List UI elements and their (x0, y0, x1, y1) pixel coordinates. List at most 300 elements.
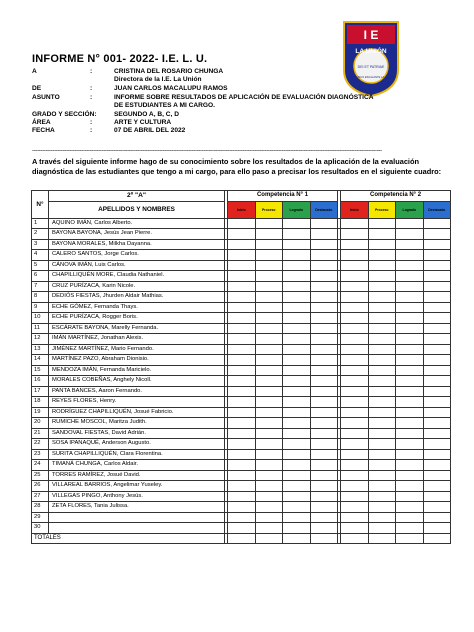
score-cell[interactable] (341, 323, 369, 334)
score-cell[interactable] (228, 439, 256, 450)
score-cell[interactable] (228, 260, 256, 271)
score-cell[interactable] (368, 292, 396, 303)
row-number: 17 (32, 386, 49, 397)
score-cell[interactable] (368, 229, 396, 240)
score-cell[interactable] (310, 491, 338, 502)
student-name: PANTA BANCES, Aaron Fernando. (49, 386, 225, 397)
score-cell[interactable] (396, 460, 424, 471)
score-cell[interactable] (368, 281, 396, 292)
score-cell[interactable] (228, 218, 256, 229)
score-cell[interactable] (368, 313, 396, 324)
score-cell[interactable] (228, 407, 256, 418)
score-cell[interactable] (368, 460, 396, 471)
score-cell[interactable] (341, 355, 369, 366)
header-key: DE (32, 85, 42, 92)
score-cell[interactable] (341, 292, 369, 303)
score-cell[interactable] (368, 397, 396, 408)
score-cell[interactable] (283, 239, 311, 250)
score-cell[interactable] (423, 523, 451, 534)
score-cell[interactable] (310, 502, 338, 513)
score-cell[interactable] (228, 271, 256, 282)
score-cell[interactable] (368, 502, 396, 513)
score-cell[interactable] (283, 260, 311, 271)
score-cell[interactable] (423, 439, 451, 450)
score-cell[interactable] (423, 229, 451, 240)
score-cell[interactable] (310, 449, 338, 460)
score-cell[interactable] (341, 281, 369, 292)
score-cell[interactable] (255, 313, 283, 324)
table-row (32, 271, 451, 282)
score-cell[interactable] (396, 418, 424, 429)
score-cell[interactable] (396, 407, 424, 418)
score-cell[interactable] (423, 376, 451, 387)
score-cell[interactable] (255, 428, 283, 439)
score-cell[interactable] (423, 407, 451, 418)
score-cell[interactable] (341, 428, 369, 439)
student-name: RODRÍGUEZ CHAPILLIQUÉN, Josué Fabricio. (49, 407, 225, 418)
score-cell[interactable] (423, 250, 451, 261)
score-cell[interactable] (368, 323, 396, 334)
score-cell[interactable] (341, 376, 369, 387)
score-cell[interactable] (283, 523, 311, 534)
score-cell[interactable] (283, 470, 311, 481)
score-cell[interactable] (368, 428, 396, 439)
score-cell[interactable] (396, 512, 424, 523)
score-cell[interactable] (423, 386, 451, 397)
score-cell[interactable] (283, 365, 311, 376)
score-cell[interactable] (255, 512, 283, 523)
score-cell[interactable] (396, 323, 424, 334)
score-cell[interactable] (228, 344, 256, 355)
student-name: TIMANÁ CHUNGA, Carlos Aldair. (49, 460, 225, 471)
score-cell[interactable] (423, 218, 451, 229)
score-cell[interactable] (255, 218, 283, 229)
score-cell[interactable] (283, 460, 311, 471)
score-cell[interactable] (255, 376, 283, 387)
score-cell[interactable] (341, 397, 369, 408)
score-cell[interactable] (255, 470, 283, 481)
table-row (32, 302, 451, 313)
score-cell[interactable] (255, 344, 283, 355)
score-cell[interactable] (283, 439, 311, 450)
score-cell[interactable] (228, 323, 256, 334)
score-cell[interactable] (396, 239, 424, 250)
score-cell[interactable] (423, 302, 451, 313)
score-cell[interactable] (310, 407, 338, 418)
row-number: 9 (32, 302, 49, 313)
score-cell[interactable] (255, 397, 283, 408)
table-row (32, 439, 451, 450)
score-cell[interactable] (283, 481, 311, 492)
score-cell[interactable] (255, 302, 283, 313)
score-cell[interactable] (341, 239, 369, 250)
table-row (32, 523, 451, 534)
competencia-1-header: Competencia N° 1 (228, 191, 338, 202)
score-cell[interactable] (255, 281, 283, 292)
score-cell[interactable] (310, 218, 338, 229)
score-cell[interactable] (283, 281, 311, 292)
row-number: 6 (32, 271, 49, 282)
score-cell[interactable] (368, 386, 396, 397)
score-cell[interactable] (310, 376, 338, 387)
score-cell[interactable] (423, 449, 451, 460)
totals-label: TOTALES (32, 533, 225, 544)
score-cell[interactable] (423, 355, 451, 366)
logo-letters: I E (363, 28, 379, 42)
score-cell[interactable] (341, 470, 369, 481)
score-cell[interactable] (283, 218, 311, 229)
score-cell[interactable] (283, 512, 311, 523)
score-cell[interactable] (423, 491, 451, 502)
score-cell[interactable] (255, 481, 283, 492)
score-cell[interactable] (396, 292, 424, 303)
score-cell[interactable] (283, 502, 311, 513)
student-name: CALERO SANTOS, Jorge Carlos. (49, 250, 225, 261)
logo-name: LA UNIÓN (355, 48, 387, 55)
score-cell[interactable] (368, 523, 396, 534)
score-cell[interactable] (368, 449, 396, 460)
score-cell[interactable] (396, 449, 424, 460)
score-cell[interactable] (283, 292, 311, 303)
score-cell[interactable] (255, 292, 283, 303)
score-cell[interactable] (228, 334, 256, 345)
score-cell[interactable] (368, 418, 396, 429)
score-cell[interactable] (341, 250, 369, 261)
separator-dashes: -------------------------------------------------------------------------------------------------------------------------------------------------------------------------------------------------------------- (32, 148, 382, 154)
score-cell[interactable] (368, 250, 396, 261)
score-cell[interactable] (228, 460, 256, 471)
score-cell[interactable] (310, 523, 338, 534)
score-cell[interactable] (228, 428, 256, 439)
header-row (32, 68, 432, 76)
score-cell[interactable] (396, 271, 424, 282)
score-cell[interactable] (396, 281, 424, 292)
score-cell[interactable] (341, 439, 369, 450)
score-cell[interactable] (228, 355, 256, 366)
header-row (32, 102, 432, 110)
score-cell[interactable] (310, 386, 338, 397)
score-cell[interactable] (310, 313, 338, 324)
score-cell[interactable] (341, 302, 369, 313)
score-cell[interactable] (341, 313, 369, 324)
score-cell[interactable] (228, 365, 256, 376)
score-cell[interactable] (396, 523, 424, 534)
score-cell[interactable] (310, 418, 338, 429)
score-cell[interactable] (228, 523, 256, 534)
score-cell[interactable] (228, 302, 256, 313)
score-cell[interactable] (310, 460, 338, 471)
score-cell[interactable] (423, 313, 451, 324)
score-cell[interactable] (283, 418, 311, 429)
score-cell[interactable] (423, 281, 451, 292)
table-row (32, 407, 451, 418)
score-cell[interactable] (283, 323, 311, 334)
student-name: SOSA IPANAQUÉ, Anderson Augusto. (49, 439, 225, 450)
score-cell[interactable] (255, 323, 283, 334)
score-cell[interactable] (341, 460, 369, 471)
table-row (32, 491, 451, 502)
score-cell[interactable] (423, 428, 451, 439)
score-cell[interactable] (283, 334, 311, 345)
score-cell[interactable] (255, 439, 283, 450)
score-cell[interactable] (255, 355, 283, 366)
header-value: 07 DE ABRIL DEL 2022 (114, 127, 186, 134)
score-cell[interactable] (368, 302, 396, 313)
score-cell[interactable] (341, 344, 369, 355)
score-cell[interactable] (283, 355, 311, 366)
score-cell[interactable] (255, 491, 283, 502)
score-cell[interactable] (255, 418, 283, 429)
score-cell[interactable] (396, 376, 424, 387)
level-cell-destacado: Destacado (423, 201, 451, 218)
score-cell[interactable] (255, 239, 283, 250)
score-cell[interactable] (283, 491, 311, 502)
score-cell[interactable] (368, 260, 396, 271)
score-cell[interactable] (255, 271, 283, 282)
score-cell[interactable] (423, 460, 451, 471)
score-cell[interactable] (396, 428, 424, 439)
score-cell[interactable] (310, 355, 338, 366)
score-cell[interactable] (255, 386, 283, 397)
score-cell[interactable] (310, 281, 338, 292)
score-cell[interactable] (396, 397, 424, 408)
score-cell[interactable] (368, 239, 396, 250)
score-cell[interactable] (423, 397, 451, 408)
table-row (32, 292, 451, 303)
table-row (32, 260, 451, 271)
score-cell[interactable] (228, 449, 256, 460)
score-cell[interactable] (228, 512, 256, 523)
row-number: 25 (32, 470, 49, 481)
score-cell[interactable] (341, 418, 369, 429)
score-cell[interactable] (368, 376, 396, 387)
score-cell[interactable] (310, 323, 338, 334)
score-cell[interactable] (228, 229, 256, 240)
score-cell[interactable] (396, 229, 424, 240)
score-cell[interactable] (310, 260, 338, 271)
score-cell[interactable] (255, 334, 283, 345)
header-colon: : (90, 119, 93, 126)
score-cell[interactable] (396, 334, 424, 345)
student-name: BAYONA MORALES, Milkha Dayanna. (49, 239, 225, 250)
score-cell[interactable] (228, 292, 256, 303)
report-header (32, 68, 432, 135)
score-cell[interactable] (255, 502, 283, 513)
score-cell[interactable] (396, 481, 424, 492)
score-cell[interactable] (310, 481, 338, 492)
score-cell[interactable] (423, 323, 451, 334)
score-cell[interactable] (310, 250, 338, 261)
score-cell[interactable] (310, 428, 338, 439)
header-key (32, 76, 90, 84)
score-cell[interactable] (255, 250, 283, 261)
score-cell[interactable] (283, 313, 311, 324)
score-cell[interactable] (341, 260, 369, 271)
header-row (32, 111, 432, 119)
score-cell[interactable] (310, 512, 338, 523)
header-key (32, 102, 90, 110)
score-cell[interactable] (423, 334, 451, 345)
score-cell[interactable] (368, 481, 396, 492)
score-cell[interactable] (341, 386, 369, 397)
score-cell[interactable] (283, 229, 311, 240)
score-cell[interactable] (341, 491, 369, 502)
row-number: 26 (32, 481, 49, 492)
score-cell[interactable] (255, 407, 283, 418)
score-cell[interactable] (423, 271, 451, 282)
score-cell[interactable] (310, 344, 338, 355)
score-cell[interactable] (283, 344, 311, 355)
score-cell[interactable] (310, 365, 338, 376)
score-cell[interactable] (396, 386, 424, 397)
score-cell[interactable] (283, 428, 311, 439)
score-cell[interactable] (310, 302, 338, 313)
score-cell[interactable] (368, 334, 396, 345)
score-cell[interactable] (341, 481, 369, 492)
score-cell[interactable] (255, 365, 283, 376)
table-row (32, 229, 451, 240)
row-number: 21 (32, 428, 49, 439)
score-cell[interactable] (283, 376, 311, 387)
score-cell[interactable] (341, 502, 369, 513)
score-cell[interactable] (368, 271, 396, 282)
row-number: 22 (32, 439, 49, 450)
score-cell[interactable] (228, 386, 256, 397)
score-cell[interactable] (228, 397, 256, 408)
score-cell[interactable] (255, 460, 283, 471)
row-number: 12 (32, 334, 49, 345)
score-cell[interactable] (341, 407, 369, 418)
score-cell[interactable] (310, 470, 338, 481)
header-row (32, 94, 432, 102)
row-number: 19 (32, 407, 49, 418)
score-cell[interactable] (283, 271, 311, 282)
score-cell[interactable] (283, 250, 311, 261)
row-number: 15 (32, 365, 49, 376)
score-cell[interactable] (228, 481, 256, 492)
score-cell[interactable] (255, 260, 283, 271)
score-cell[interactable] (423, 418, 451, 429)
student-name (49, 523, 225, 534)
score-cell[interactable] (423, 260, 451, 271)
score-cell[interactable] (368, 344, 396, 355)
score-cell[interactable] (368, 491, 396, 502)
score-cell[interactable] (310, 334, 338, 345)
score-cell[interactable] (341, 334, 369, 345)
score-cell[interactable] (228, 491, 256, 502)
score-cell[interactable] (396, 313, 424, 324)
score-cell[interactable] (283, 302, 311, 313)
row-number: 18 (32, 397, 49, 408)
header-value: SEGUNDO A, B, C, D (114, 111, 179, 118)
score-cell[interactable] (368, 365, 396, 376)
score-cell[interactable] (341, 523, 369, 534)
score-cell[interactable] (255, 229, 283, 240)
score-cell[interactable] (310, 439, 338, 450)
table-row (32, 397, 451, 408)
score-cell[interactable] (368, 470, 396, 481)
score-cell[interactable] (310, 397, 338, 408)
score-cell[interactable] (283, 449, 311, 460)
student-name: ZETA FLORES, Tania Julissa. (49, 502, 225, 513)
student-name: RUMICHE MOSCOL, Maritza Judith. (49, 418, 225, 429)
score-cell[interactable] (423, 470, 451, 481)
score-cell[interactable] (368, 355, 396, 366)
score-cell[interactable] (423, 512, 451, 523)
score-cell[interactable] (228, 239, 256, 250)
totals-row (32, 533, 451, 544)
level-cell-logrado: Logrado (283, 201, 311, 218)
score-cell[interactable] (396, 491, 424, 502)
score-cell[interactable] (396, 470, 424, 481)
score-cell[interactable] (423, 239, 451, 250)
score-cell[interactable] (368, 218, 396, 229)
score-cell[interactable] (423, 502, 451, 513)
student-name: MENDOZA IMÁN, Fernanda Maricielo. (49, 365, 225, 376)
row-number: 3 (32, 239, 49, 250)
score-cell[interactable] (368, 407, 396, 418)
score-cell[interactable] (255, 523, 283, 534)
score-cell[interactable] (396, 439, 424, 450)
student-name: AQUINO IMÁN, Carlos Alberto. (49, 218, 225, 229)
score-cell[interactable] (423, 292, 451, 303)
header-value: Directora de la I.E. La Unión (114, 76, 202, 83)
score-cell[interactable] (228, 418, 256, 429)
row-number: 13 (32, 344, 49, 355)
score-cell[interactable] (368, 512, 396, 523)
score-cell[interactable] (341, 512, 369, 523)
score-cell[interactable] (255, 449, 283, 460)
table-row (32, 481, 451, 492)
row-number: 11 (32, 323, 49, 334)
score-cell[interactable] (228, 376, 256, 387)
score-cell[interactable] (341, 449, 369, 460)
score-cell[interactable] (310, 271, 338, 282)
student-name: SURITA CHAPILLIQUÉN, Clara Florentina. (49, 449, 225, 460)
score-cell[interactable] (228, 502, 256, 513)
score-cell[interactable] (396, 344, 424, 355)
score-cell[interactable] (396, 218, 424, 229)
score-cell[interactable] (228, 470, 256, 481)
header-colon: : (90, 68, 93, 75)
score-cell[interactable] (341, 271, 369, 282)
score-cell[interactable] (396, 250, 424, 261)
score-cell[interactable] (396, 260, 424, 271)
score-cell[interactable] (228, 281, 256, 292)
score-cell[interactable] (396, 365, 424, 376)
score-cell[interactable] (283, 407, 311, 418)
score-cell[interactable] (396, 302, 424, 313)
score-cell[interactable] (283, 386, 311, 397)
score-cell[interactable] (310, 292, 338, 303)
score-cell[interactable] (423, 344, 451, 355)
score-cell[interactable] (228, 250, 256, 261)
score-cell[interactable] (423, 481, 451, 492)
score-cell[interactable] (341, 229, 369, 240)
score-cell[interactable] (423, 365, 451, 376)
score-cell[interactable] (396, 502, 424, 513)
score-cell[interactable] (368, 439, 396, 450)
score-cell[interactable] (341, 365, 369, 376)
level-cell-proceso: Proceso (255, 201, 283, 218)
score-cell[interactable] (228, 313, 256, 324)
score-cell[interactable] (396, 355, 424, 366)
score-cell[interactable] (341, 218, 369, 229)
score-cell[interactable] (310, 229, 338, 240)
score-cell[interactable] (310, 239, 338, 250)
score-cell[interactable] (283, 397, 311, 408)
table-row (32, 313, 451, 324)
